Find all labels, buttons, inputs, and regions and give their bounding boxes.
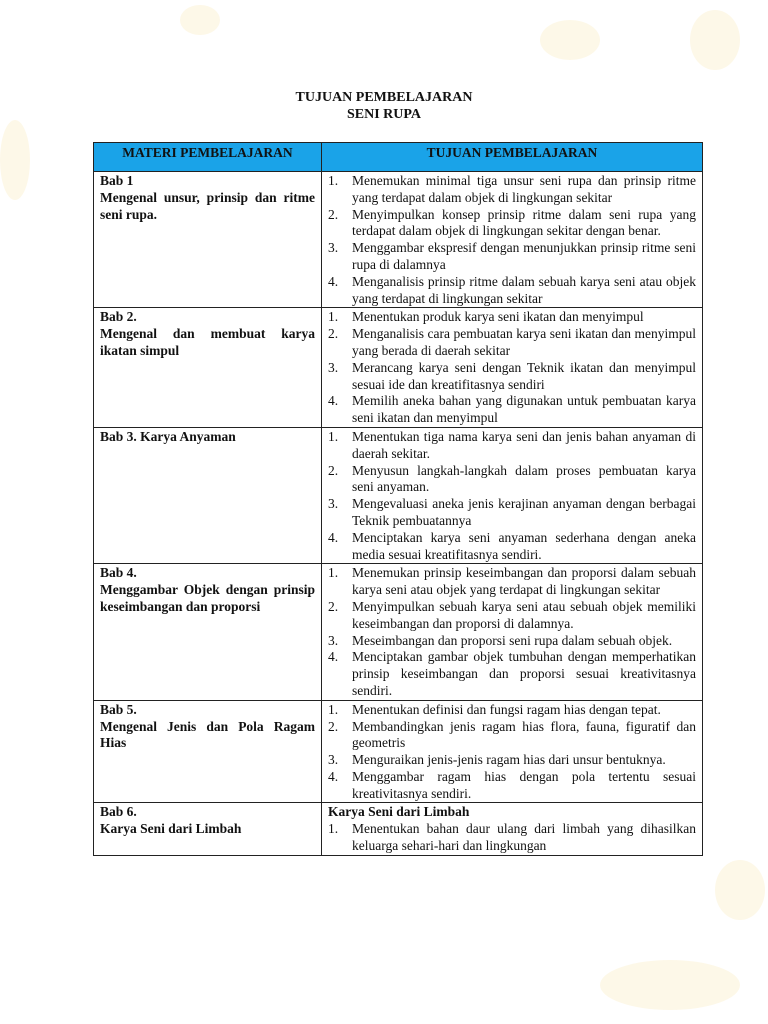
goal-text: Menciptakan karya seni anyaman sederhana dengan aneka media sesuai kreatifitasnya sendiri.: [352, 529, 696, 562]
list-item: [328, 393, 696, 427]
list-item: [328, 429, 696, 463]
bab-number: Bab 1: [100, 173, 134, 188]
list-item: [328, 207, 696, 241]
table-row: [94, 172, 703, 308]
materi-cell: [94, 308, 322, 428]
goal-number: 2.: [328, 206, 339, 222]
goal-number: 1.: [328, 309, 339, 325]
goals-list: [328, 821, 696, 855]
list-item: [328, 240, 696, 274]
bab-title: Mengenal dan membuat karya ikatan simpul: [100, 326, 315, 358]
bab-number: Bab 5.: [100, 701, 137, 717]
tujuan-subheading: Karya Seni dari Limbah: [328, 804, 470, 820]
table-row: [94, 308, 703, 428]
table-row: [94, 564, 703, 700]
list-item: [328, 821, 696, 855]
bab-number: Bab 4.: [100, 565, 137, 581]
goal-text: Menemukan minimal tiga unsur seni rupa dan prinsip ritme yang terdapat dalam objek di lingkungan sekitar: [352, 173, 696, 205]
learning-objectives-table: [93, 142, 703, 856]
list-item: [328, 360, 696, 394]
materi-cell: [94, 700, 322, 803]
list-item: [328, 633, 696, 650]
materi-cell: [94, 564, 322, 700]
goal-number: 1.: [328, 701, 339, 717]
goal-number: 4.: [328, 273, 339, 289]
list-item: [328, 702, 696, 719]
list-item: [328, 463, 696, 497]
goal-text: Menemukan prinsip keseimbangan dan proporsi dalam sebuah karya seni atau objek yang terdapat di lingkungan sekitar: [352, 565, 696, 598]
goal-number: 2.: [328, 462, 339, 478]
table-row: [94, 700, 703, 803]
document-title: TUJUAN PEMBELAJARAN: [295, 90, 473, 105]
goal-text: Menentukan tiga nama karya seni dan jenis bahan anyaman di daerah sekitar.: [352, 428, 696, 461]
table-row: [94, 803, 703, 855]
tujuan-cell: [322, 427, 703, 563]
goal-text: Menentukan definisi dan fungsi ragam hias dengan tepat.: [352, 701, 661, 717]
goals-list: [328, 309, 696, 427]
goal-number: 1.: [328, 173, 339, 188]
table-row: [94, 427, 703, 563]
list-item: [328, 496, 696, 530]
goals-list: [328, 702, 696, 803]
goal-text: Menggambar ekspresif dengan menunjukkan prinsip ritme seni rupa di dalamnya: [352, 240, 696, 272]
goal-number: 1.: [328, 565, 339, 581]
list-item: [328, 274, 696, 308]
goal-number: 3.: [328, 632, 339, 648]
goals-list: [328, 173, 696, 307]
goal-text: Merancang karya seni dengan Teknik ikatan dan menyimpul sesuai ide dan kreatifitasnya sendiri: [352, 359, 696, 392]
list-item: [328, 530, 696, 564]
column-header-materi: MATERI PEMBELAJARAN: [94, 143, 322, 172]
goal-text: Mengevaluasi aneka jenis kerajinan anyaman dengan berbagai Teknik pembuatannya: [352, 496, 696, 528]
goals-list: [328, 429, 696, 563]
goal-text: Menyusun langkah-langkah dalam proses pembuatan karya seni anyaman.: [352, 462, 696, 495]
materi-cell: [94, 803, 322, 855]
bab-number: Bab 3. Karya Anyaman: [100, 428, 236, 444]
goal-number: 2.: [328, 598, 339, 614]
goal-number: 1.: [328, 428, 339, 444]
tujuan-cell: [322, 803, 703, 855]
goal-number: 4.: [328, 529, 339, 545]
goal-number: 4.: [328, 393, 339, 409]
document-subtitle: SENI RUPA: [346, 107, 422, 122]
goal-number: 4.: [328, 649, 339, 665]
column-header-tujuan: TUJUAN PEMBELAJARAN: [322, 143, 703, 172]
bab-number: Bab 2.: [100, 309, 137, 325]
bab-title: Mengenal Jenis dan Pola Ragam Hias: [100, 718, 315, 751]
tujuan-cell: [322, 308, 703, 428]
goal-number: 1.: [328, 821, 339, 837]
goal-text: Menguraikan jenis-jenis ragam hias dari unsur bentuknya.: [352, 752, 666, 768]
goal-text: Menyimpulkan konsep prinsip ritme dalam seni rupa yang terdapat dalam objek di lingkungan sekitar dengan benar.: [352, 206, 696, 239]
goal-number: 3.: [328, 240, 339, 256]
goal-number: 2.: [328, 326, 339, 342]
goal-number: 3.: [328, 359, 339, 375]
goal-text: Menciptakan gambar objek tumbuhan dengan memperhatikan prinsip keseimbangan dan proporsi sesuai kreativitasnya sendiri.: [352, 649, 696, 698]
goal-text: Menyimpulkan sebuah karya seni atau sebuah objek memiliki keseimbangan dan proporsi di dalamnya.: [352, 598, 696, 631]
list-item: [328, 719, 696, 753]
goal-number: 4.: [328, 768, 339, 784]
list-item: [328, 326, 696, 360]
bab-title: Mengenal unsur, prinsip dan ritme seni rupa.: [100, 189, 315, 222]
list-item: [328, 649, 696, 699]
tujuan-cell: [322, 172, 703, 308]
bab-title: Menggambar Objek dengan prinsip keseimbangan dan proporsi: [100, 582, 315, 614]
table-header-row: [94, 143, 703, 172]
bab-number: Bab 6.: [100, 804, 137, 820]
list-item: [328, 769, 696, 803]
tujuan-cell: [322, 700, 703, 803]
goal-text: Meseimbangan dan proporsi seni rupa dalam sebuah objek.: [352, 632, 673, 648]
goal-text: Menggambar ragam hias dengan pola tertentu sesuai kreativitasnya sendiri.: [352, 768, 696, 801]
list-item: [328, 173, 696, 207]
list-item: [328, 309, 696, 326]
bab-title: Karya Seni dari Limbah: [100, 821, 242, 837]
list-item: [328, 752, 696, 769]
goal-text: Menganalisis cara pembuatan karya seni ikatan dan menyimpul yang berada di daerah sekitar: [352, 326, 696, 358]
list-item: [328, 565, 696, 599]
list-item: [328, 599, 696, 633]
goal-text: Memilih aneka bahan yang digunakan untuk pembuatan karya seni ikatan dan menyimpul: [352, 393, 696, 426]
goal-text: Menganalisis prinsip ritme dalam sebuah karya seni atau objek yang terdapat di lingkungan sekitar: [352, 273, 696, 306]
goal-text: Menentukan produk karya seni ikatan dan menyimpul: [352, 309, 644, 325]
tujuan-cell: [322, 564, 703, 700]
goal-number: 3.: [328, 752, 339, 768]
materi-cell: [94, 172, 322, 308]
goal-text: Menentukan bahan daur ulang dari limbah yang dihasilkan keluarga sehari-hari dan lingkungan: [352, 821, 696, 854]
goal-number: 3.: [328, 496, 339, 512]
goal-text: Membandingkan jenis ragam hias flora, fauna, figuratif dan geometris: [352, 718, 696, 751]
goals-list: [328, 565, 696, 699]
goal-number: 2.: [328, 718, 339, 734]
materi-cell: [94, 427, 322, 563]
